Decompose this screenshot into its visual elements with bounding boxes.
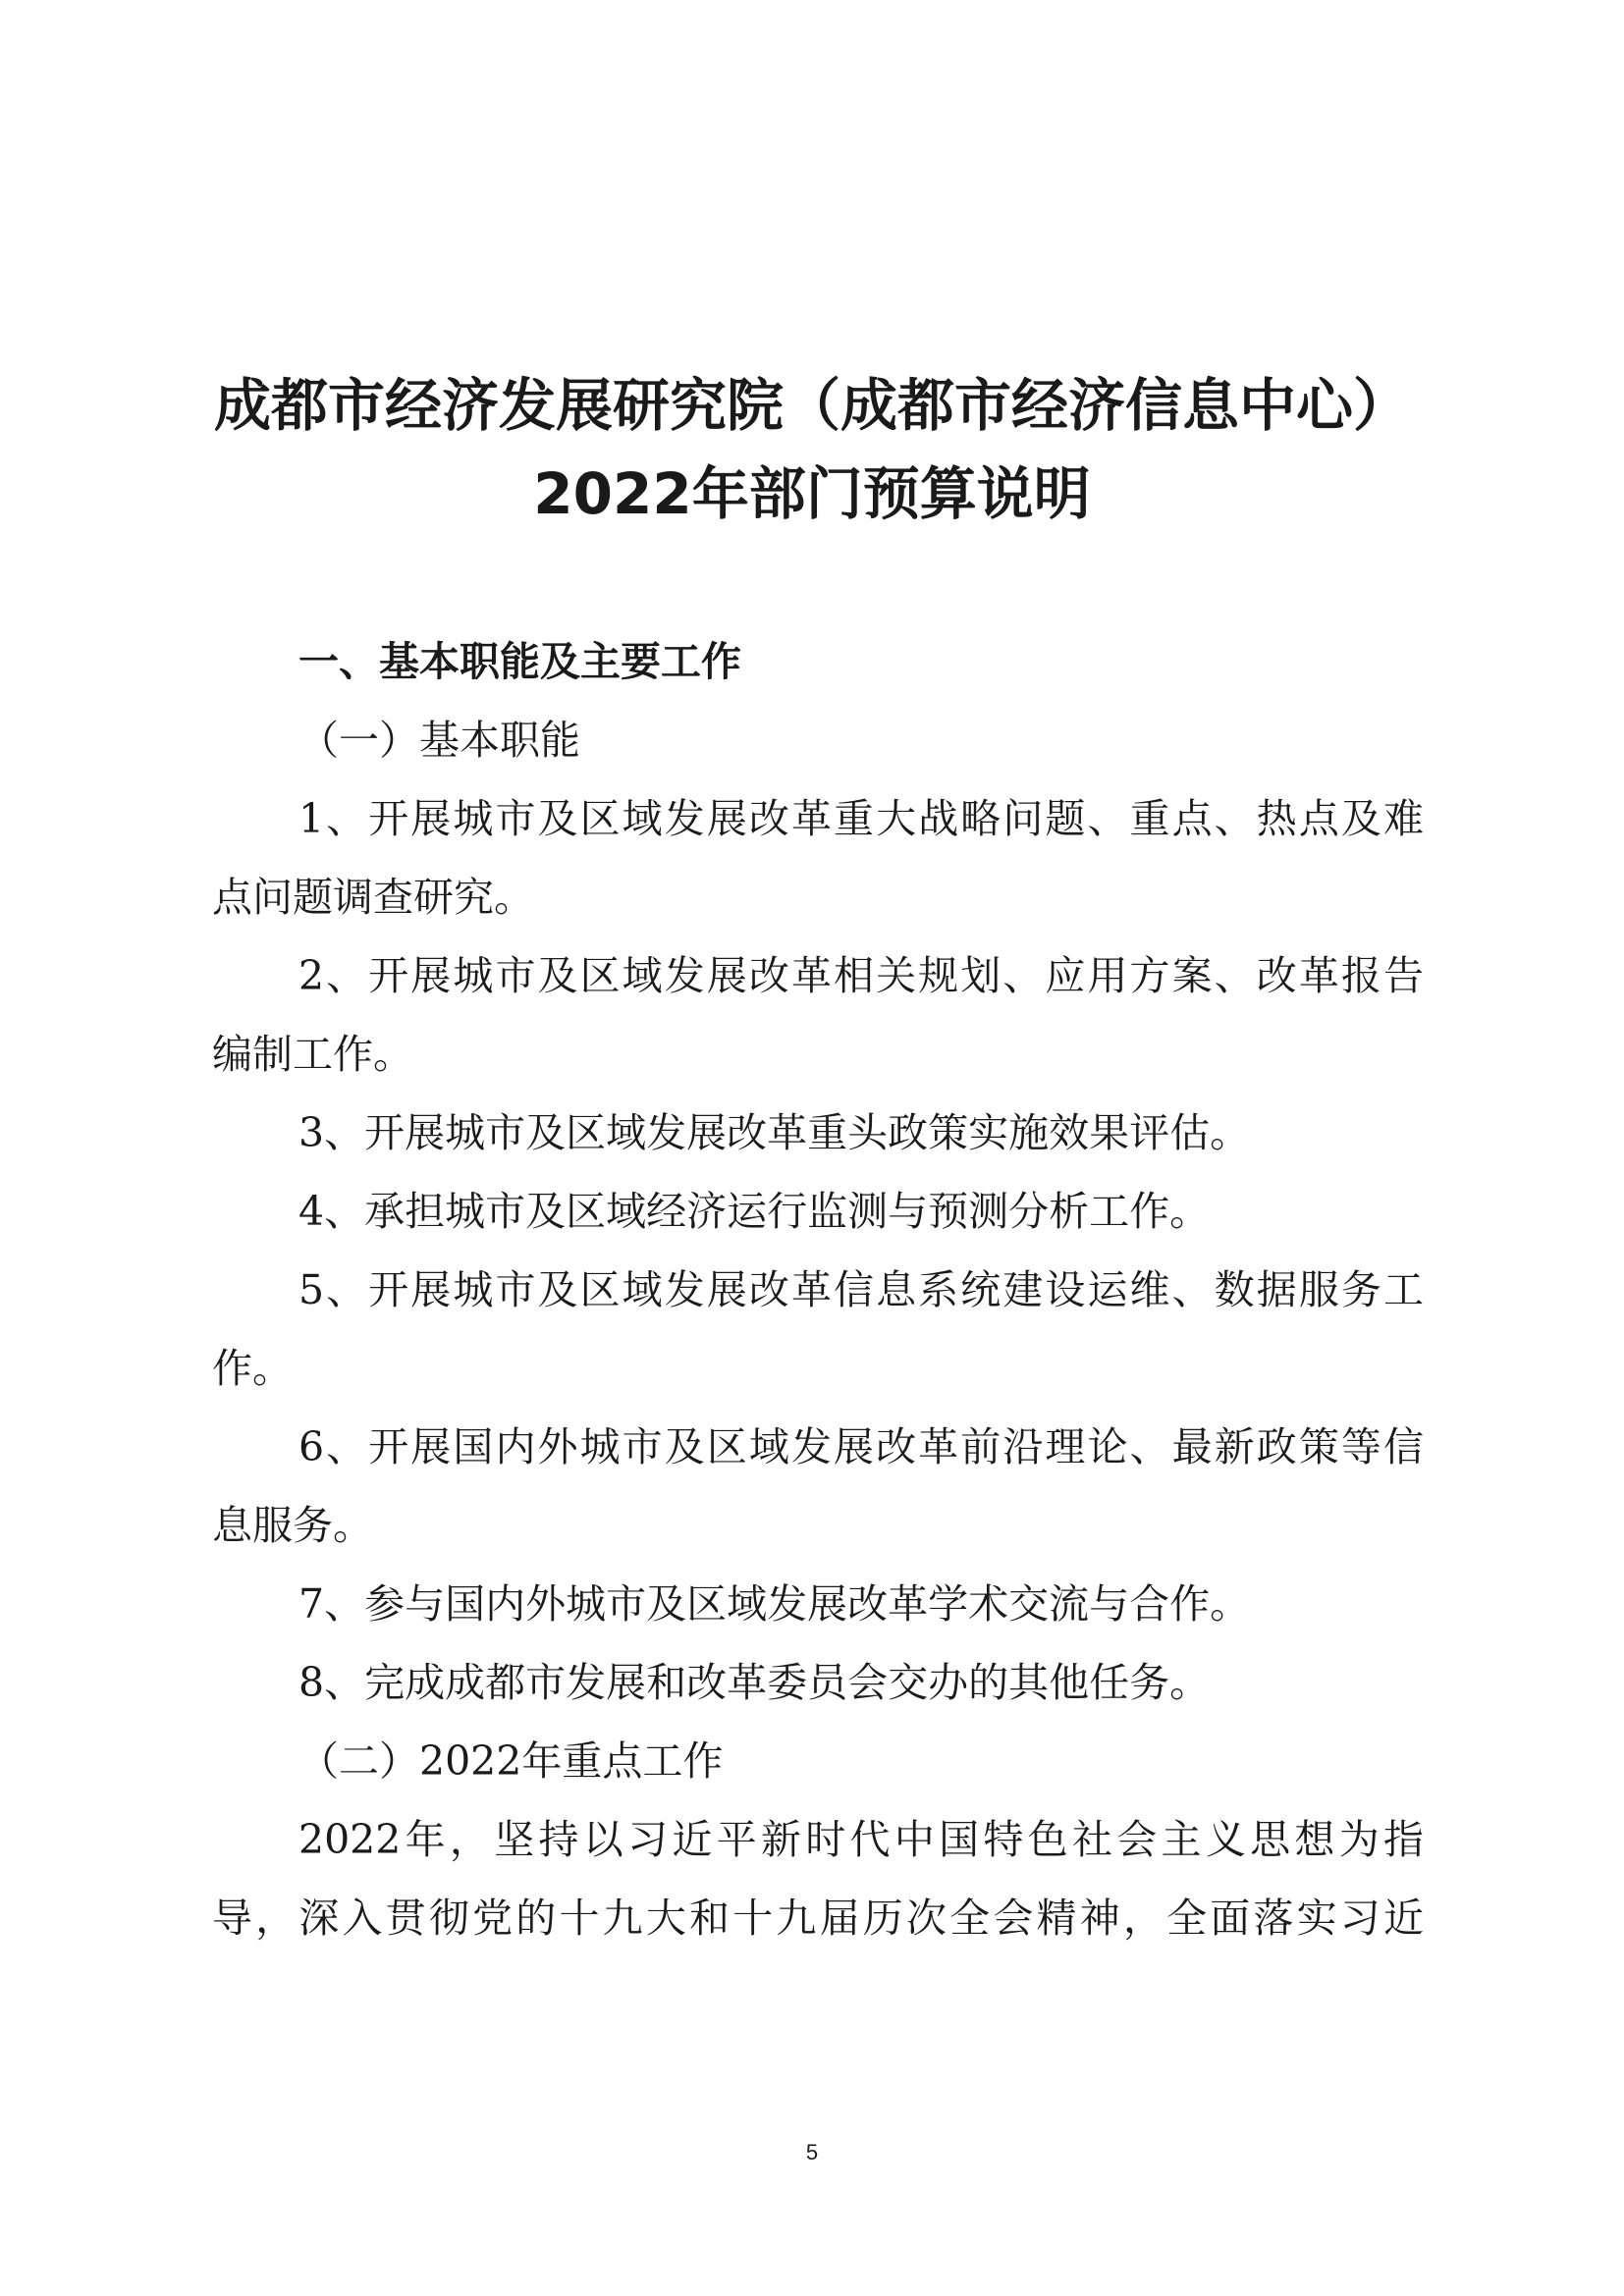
- function-item-7: 7、参与国内外城市及区域发展改革学术交流与合作。: [298, 1580, 1251, 1628]
- function-item-5-line-1: 5、开展城市及区域发展改革信息系统建设运维、数据服务工: [298, 1266, 1424, 1313]
- page-number: 5: [805, 2140, 819, 2164]
- function-item-8: 8、完成成都市发展和改革委员会交办的其他任务。: [298, 1659, 1211, 1706]
- document-title-line-2: 2022年部门预算说明: [533, 460, 1091, 527]
- document-title-line-1: 成都市经济发展研究院（成都市经济信息中心）: [213, 372, 1410, 439]
- function-item-2-line-1: 2、开展城市及区域发展改革相关规划、应用方案、改革报告: [298, 952, 1424, 999]
- subsection-heading-key-work: （二）2022年重点工作: [298, 1737, 724, 1785]
- function-item-2-line-2: 编制工作。: [212, 1031, 413, 1078]
- function-item-1-line-2: 点问题调查研究。: [212, 874, 534, 921]
- key-work-paragraph-line-1: 2022年，坚持以习近平新时代中国特色社会主义思想为指: [298, 1816, 1424, 1863]
- function-item-1-line-1: 1、开展城市及区域发展改革重大战略问题、重点、热点及难: [298, 795, 1424, 842]
- function-item-4: 4、承担城市及区域经济运行监测与预测分析工作。: [298, 1188, 1211, 1235]
- function-item-5-line-2: 作。: [212, 1345, 293, 1392]
- section-heading-basic-functions: 一、基本职能及主要工作: [298, 638, 741, 685]
- subsection-heading-basic-functions: （一）基本职能: [298, 717, 580, 764]
- key-work-paragraph-line-2: 导，深入贯彻党的十九大和十九届历次全会精神，全面落实习近: [212, 1895, 1424, 1942]
- function-item-3: 3、开展城市及区域发展改革重头政策实施效果评估。: [298, 1109, 1251, 1156]
- function-item-6-line-2: 息服务。: [212, 1502, 373, 1549]
- function-item-6-line-1: 6、开展国内外城市及区域发展改革前沿理论、最新政策等信: [298, 1423, 1424, 1470]
